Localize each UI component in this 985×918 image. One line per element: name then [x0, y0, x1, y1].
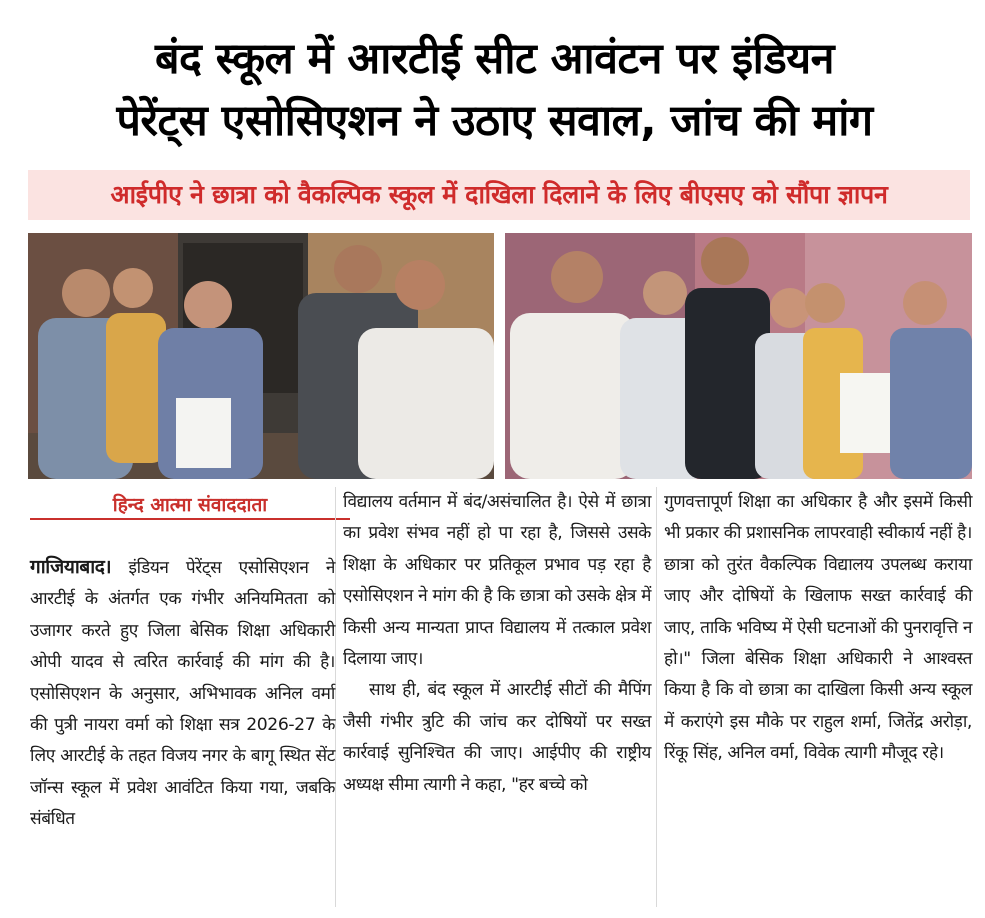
- article-text-col3: गुणवत्तापूर्ण शिक्षा का अधिकार है और इसमें किसी भी प्रकार की प्रशासनिक लापरवाही स्वीकार्य नहीं है। छात्रा को तुरंत वैकल्पिक विद्यालय उपलब्ध कराया जाए और दोषियों के खिलाफ सख्त कार्रवाई की जाए, ताकि भविष्य में ऐसी घटनाओं की पुनरावृत्ति न हो।" जिला बेसिक शिक्षा अधिकारी ने आश्वस्त किया है कि वो छात्रा का दाखिला किसी अन्य स्कूल में कराएंगे इस मौके पर राहुल शर्मा, जितेंद्र अरोड़ा, रिंकू सिंह, अनिल वर्मा, विवेक त्यागी मौजूद रहे।: [664, 492, 972, 764]
- subheadline: आईपीए ने छात्रा को वैकल्पिक स्कूल में दाखिला दिलाने के लिए बीएसए को सौंपा ज्ञापन: [110, 180, 888, 209]
- headline: [22, 28, 967, 152]
- headline-line-1: बंद स्कूल में आरटीई सीट आवंटन पर इंडियन: [154, 34, 835, 84]
- photo-right-illustration: [505, 233, 972, 479]
- article-column-1: [30, 552, 335, 836]
- article-text-col1: इंडियन पेरेंट्स एसोसिएशन ने आरटीई के अंतर्गत एक गंभीर अनियमितता को उजागर करते हुए जिला बेसिक शिक्षा अधिकारी ओपी यादव से त्वरित कार्रवाई की मांग की है। एसोसिएशन के अनुसार, अभिभावक अनिल वर्मा की पुत्री नायरा वर्मा को शिक्षा सत्र 2026-27 के लिए आरटीई के तहत विजय नगर के बागू स्थित सेंट जॉन्स स्कूल में प्रवेश आवंटित किया गया, जबकि संबंधित: [30, 558, 335, 830]
- byline: हिन्द आत्मा संवाददाता: [30, 490, 350, 520]
- article-column-2: [343, 487, 651, 801]
- photo-memorandum-handover-2: [505, 233, 972, 479]
- article-para-col2-1: विद्यालय वर्तमान में बंद/असंचालित है। ऐसे में छात्रा का प्रवेश संभव नहीं हो पा रहा है, जिससे उसके शिक्षा के अधिकार पर प्रतिकूल प्रभाव पड़ रहा है एसोसिएशन ने मांग की है कि छात्रा को उसके क्षेत्र में किसी अन्य मान्यता प्राप्त विद्यालय में तत्काल प्रवेश दिलाया जाए।: [343, 492, 651, 670]
- photo-memorandum-handover-1: [28, 233, 494, 479]
- photo-left-illustration: [28, 233, 494, 479]
- column-divider-1: [335, 487, 336, 907]
- article-column-3: [664, 487, 972, 770]
- subheadline-band: [28, 170, 970, 220]
- headline-line-2: पेरेंट्स एसोसिएशन ने उठाए सवाल, जांच की मांग: [116, 96, 873, 146]
- column-divider-2: [656, 487, 657, 907]
- article-para-col2-2: साथ ही, बंद स्कूल में आरटीई सीटों की मैपिंग जैसी गंभीर त्रुटि की जांच कर दोषियों पर सख्त कार्रवाई सुनिश्चित की जाए। आईपीए की राष्ट्रीय अध्यक्ष सीमा त्यागी ने कहा, "हर बच्चे को: [343, 680, 651, 795]
- dateline: गाजियाबाद।: [30, 556, 112, 578]
